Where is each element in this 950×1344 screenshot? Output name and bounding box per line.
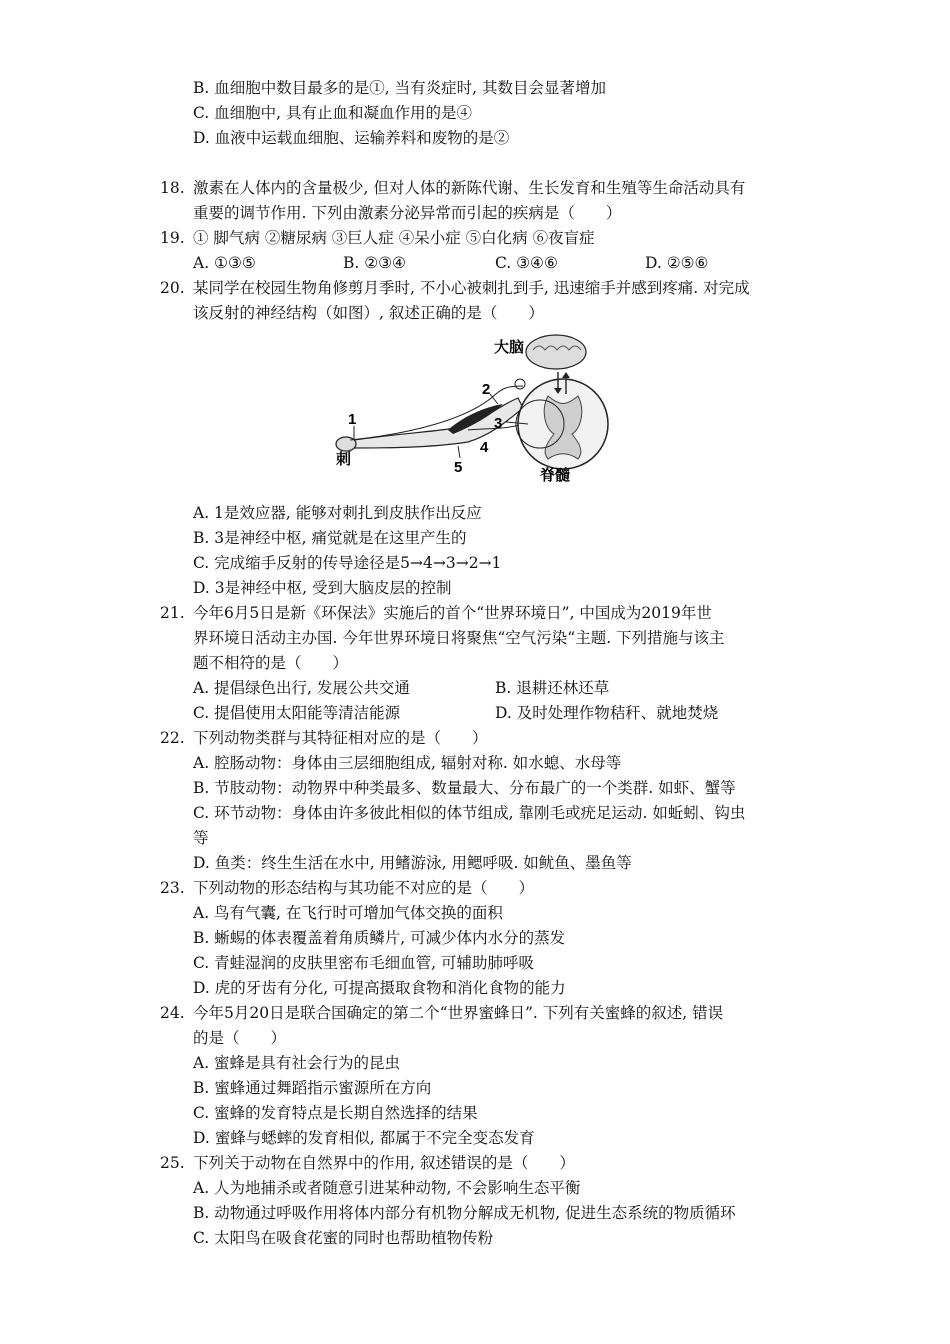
label-4: 4 (480, 439, 489, 456)
marker-circle (515, 379, 525, 389)
hand-shape (336, 437, 356, 451)
label-thorn: 刺 (336, 451, 352, 468)
leader-5 (458, 446, 460, 458)
q20-number: 20. (160, 279, 185, 297)
label-brain: 大脑 (494, 339, 525, 356)
label-1: 1 (348, 411, 357, 428)
q21-option-d: D. 及时处理作物秸秆、就地焚烧 (495, 704, 719, 722)
q19-option-b: B. ②③④ (343, 254, 406, 272)
q23-number: 23. (160, 879, 185, 897)
q19-option-a: A. ①③⑤ (193, 254, 256, 272)
q22-number: 22. (160, 729, 185, 747)
label-5: 5 (454, 459, 463, 476)
q21-option-b: B. 退耕还林还草 (495, 679, 610, 697)
q25-number: 25. (160, 1154, 185, 1172)
label-2: 2 (482, 381, 491, 398)
q19-option-d: D. ②⑤⑥ (645, 254, 709, 272)
grey-matter (544, 396, 582, 459)
q21-option-a: A. 提倡绿色出行, 发展公共交通 (193, 679, 410, 697)
brain-shape (526, 335, 586, 369)
exam-page: B. 血细胞中数目最多的是①, 当有炎症时, 其数目会显著增加 C. 血细胞中, 具有止血和凝血作用的是④ D. 血液中运载血细胞、运输养料和废物的是② 18. 激素在人体内的含量极少, 但对人体的新陈代谢、生长发育和生殖等生命活动具有 重要的调节作用. 下列由激素分泌异常而引起的疾病是（ ） 19. ① 脚气病 ②糖尿病 ③巨人症 ④呆小症 ⑤白化病 ⑥夜盲症 A. ①③⑤ B. ②③④ C. ③④⑥ D. ②⑤⑥ 20. 某同学在校园生物角修剪月季时, 不小心被刺扎到手, 迅速缩手并感到疼痛. 对完成 该反射的神经结构（如图）, 叙述正确的是（ ） 大脑 脊髓 刺 1 2 3 4 5 A. 1是效应器, 能够对刺扎到皮肤作出反应 B. 3是神经中枢, 痛觉就是在这里产生的 C. 完成缩手反射的传导途径是5→4→3→2→1 D. 3是神经中枢, 受到大脑皮层的控制 21. 今年6月5日是新《环保法》实施后的首个“世界环境日”, 中国成为2019年世 界环境日活动主办国. 今年世界环境日将聚焦“空气污染“主题. 下列措施与该主 题不相符的是（ ） A. 提倡绿色出行, 发展公共交通 B. 退耕还林还草 C. 提倡使用太阳能等清洁能源 D. 及时处理作物秸秆、就地焚烧 22. 下列动物类群与其特征相对应的是（ ） A. 腔肠动物：身体由三层细胞组成, 辐射对称. 如水螅、水母等 B. 节肢动物：动物界中种类最多、数量最大、分布最广的一个类群. 如虾、蟹等 C. 环节动物：身体由许多彼此相似的体节组成, 靠刚毛或疣足运动. 如蚯蚓、钩虫 等 D. 鱼类：终生生活在水中, 用鳍游泳, 用鳃呼吸. 如鱿鱼、墨鱼等 23. 下列动物的形态结构与其功能不对应的是（ ） A. 鸟有气囊, 在飞行时可增加气体交换的面积 B. 蜥蜴的体表覆盖着角质鳞片, 可减少体内水分的蒸发 C. 青蛙湿润的皮肤里密布毛细血管, 可辅助肺呼吸 D. 虎的牙齿有分化, 可提高摄取食物和消化食物的能力 24. 今年5月20日是联合国确定的第二个“世界蜜蜂日”. 下列有关蜜蜂的叙述, 错误 的是（ ） A. 蜜蜂是具有社会行为的昆虫 B. 蜜蜂通过舞蹈指示蜜源所在方向 C. 蜜蜂的发育特点是长期自然选择的结果 D. 蜜蜂与蟋蟀的发育相似, 都属于不完全变态发育 25. 下列关于动物在自然界中的作用, 叙述错误的是（ ） A. 人为地捕杀或者随意引进某种动物, 不会影响生态平衡 B. 动物通过呼吸作用将体内部分有机物分解成无机物, 促进生态系统的物质循环 C. 太阳鸟在吸食花蜜的同时也帮助植物传粉 (160, 79, 750, 1247)
q21-option-c: C. 提倡使用太阳能等清洁能源 (193, 704, 401, 722)
up-arrowhead (562, 372, 570, 378)
reflex-arc-figure (328, 334, 628, 484)
q21-number: 21. (160, 604, 185, 622)
label-3: 3 (494, 415, 503, 432)
q19-option-c: C. ③④⑥ (495, 254, 558, 272)
reflex-arc-diagram (328, 334, 628, 484)
q24-number: 24. (160, 1004, 185, 1022)
label-spinal-cord: 脊髓 (540, 467, 571, 484)
q18-number: 18. (160, 179, 185, 197)
q19-number: 19. (160, 229, 185, 247)
